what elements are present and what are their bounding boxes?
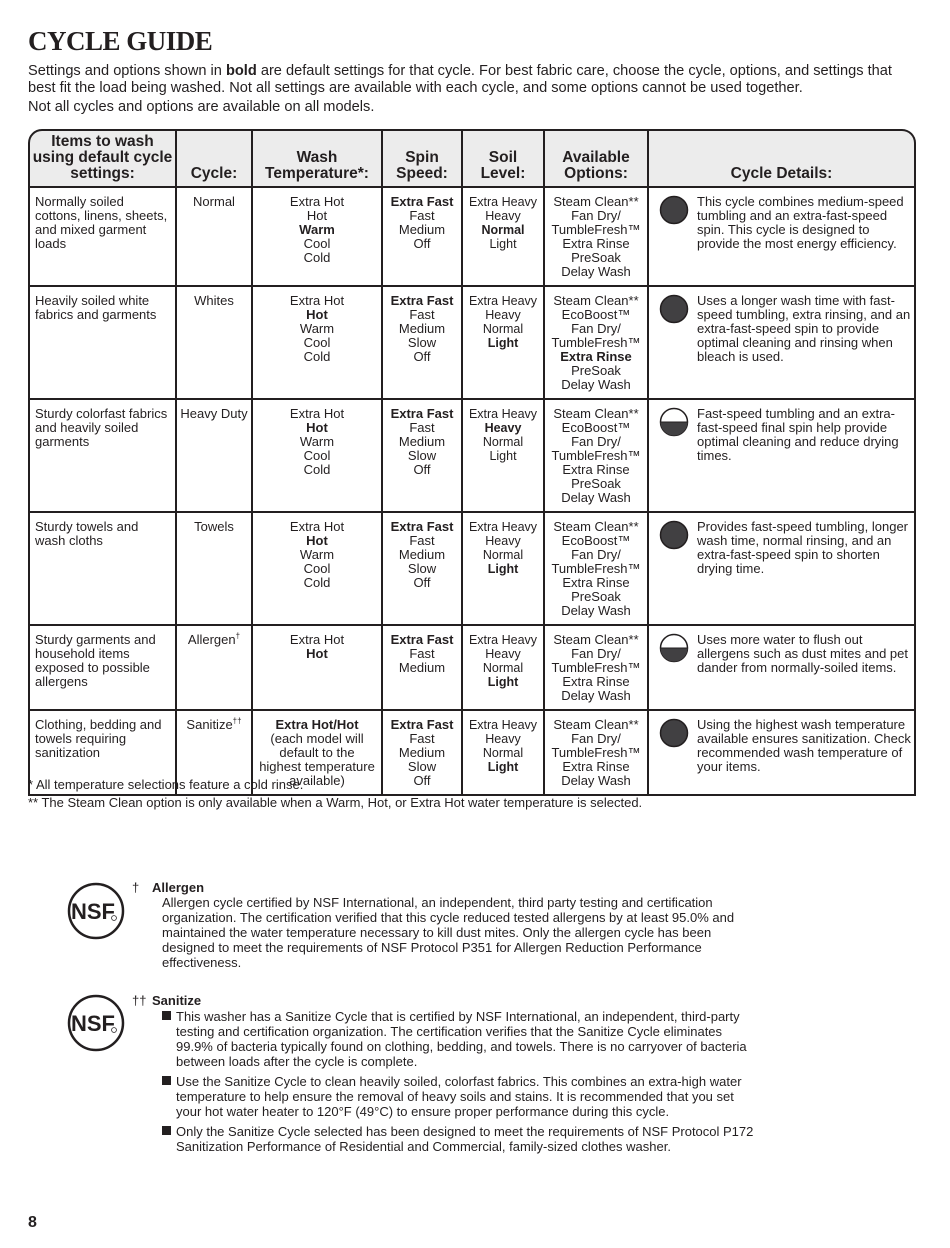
cell-line: Cool: [303, 335, 331, 350]
allergen-note-text: Allergen cycle certified by NSF International, an independent, third party testing and certification organization. The certification verified that this cycle reduced tested allergens by at least 95.0% and maintained the water temperature necessary to kill dust mites. Only the allergen cycle has been designed to meet the requirements of NSF Protocol P351 for Allergen Reduction Performance effectiveness.: [162, 895, 735, 970]
svg-text:NSF: NSF: [71, 899, 115, 924]
cell-line: TumbleFresh™: [551, 335, 641, 350]
cell-line: Heavy: [485, 647, 521, 661]
table-header-row: [28, 129, 916, 188]
cell-line: Extra Heavy: [468, 294, 538, 308]
header-items: Items to wash using default cycle settings:: [28, 129, 177, 188]
intro-paragraph-1: Settings and options shown in bold are default settings for that cycle. For best fabric care, choose the cycle, options, and settings that best fit the load being washed. Not all settings are available with each cycle, and some options cannot be used together.: [28, 63, 892, 96]
cell-lines: [466, 520, 540, 576]
header-cycle-details: Cycle Details:: [649, 129, 916, 188]
cell-lines: [548, 294, 644, 392]
cell-line: Steam Clean**: [553, 293, 639, 308]
cell-available-options: [545, 513, 649, 626]
cell-line: Hot: [306, 646, 328, 661]
cell-cycle: [177, 626, 253, 711]
table-row: [28, 188, 916, 287]
cell-line: Steam Clean**: [553, 519, 639, 534]
cell-line: Delay Wash: [561, 688, 631, 703]
cell-line: Extra Hot: [289, 293, 345, 308]
cell-items: Sturdy towels and wash cloths: [28, 513, 177, 626]
cell-line: Light: [487, 760, 519, 774]
cell-line: Heavy: [484, 421, 522, 435]
cycle-name: Sanitize: [186, 717, 233, 732]
nsf-logo-sanitize: [67, 994, 125, 1052]
details-wrap: [659, 294, 911, 364]
table-row: [28, 287, 916, 400]
cell-available-options: [545, 287, 649, 400]
cell-line: Extra Hot: [289, 632, 345, 647]
cell-line: Delay Wash: [561, 490, 631, 505]
cell-line: Warm: [299, 434, 335, 449]
cell-cycle-details: [649, 188, 916, 287]
cell-line: PreSoak: [571, 250, 621, 265]
cell-line: PreSoak: [571, 363, 621, 378]
cell-line: Extra Rinse: [562, 759, 630, 774]
cell-line: Steam Clean**: [553, 717, 639, 732]
cell-line: Fast: [409, 731, 435, 746]
cell-line: Off: [413, 349, 431, 364]
nsf-logo-allergen: [67, 882, 125, 940]
cell-line: Heavy: [485, 732, 521, 746]
cell-line: Fast: [409, 420, 435, 435]
cell-cycle: [177, 287, 253, 400]
cell-line: Cool: [303, 448, 331, 463]
details-text: Fast-speed tumbling and an extra-fast-speed final spin help provide optimal cleaning and reduce drying times.: [697, 406, 899, 463]
cell-line: Normal: [481, 223, 525, 237]
cell-line: Steam Clean**: [553, 632, 639, 647]
cell-items: Normally soiled cottons, linens, sheets, and mixed garment loads: [28, 188, 177, 287]
cell-line: EcoBoost™: [561, 533, 631, 548]
details-text: This cycle combines medium-speed tumbling and an extra-fast-speed spin. This cycle is designed to provide the most energy efficiency.: [697, 194, 904, 251]
cell-line: Normal: [482, 661, 524, 675]
page-number: 8: [28, 1214, 37, 1231]
cell-spin-speed: [383, 188, 463, 287]
cell-line: Warm: [299, 222, 335, 237]
cell-line: Delay Wash: [561, 377, 631, 392]
cell-lines: [256, 294, 378, 364]
cell-wash-temperature: [253, 287, 383, 400]
cell-line: Extra Rinse: [562, 674, 630, 689]
cycle-name: Allergen: [187, 632, 236, 647]
cell-line: Light: [487, 562, 519, 576]
cell-line: available): [289, 773, 345, 788]
table-row: [28, 513, 916, 626]
cell-spin-speed: [383, 400, 463, 513]
cell-line: EcoBoost™: [561, 420, 631, 435]
cell-line: Fast: [409, 533, 435, 548]
footnote-steam-clean: ** The Steam Clean option is only available when a Warm, Hot, or Extra Hot water temperature is selected.: [28, 795, 643, 810]
header-wash-temperature: Wash Temperature*:: [253, 129, 383, 188]
cell-line: PreSoak: [571, 476, 621, 491]
table-body: [28, 188, 916, 796]
cell-cycle-details: [649, 711, 916, 796]
cell-line: Fan Dry/: [571, 731, 621, 746]
cell-line: Light: [489, 449, 517, 463]
cell-wash-temperature: [253, 400, 383, 513]
cell-line: Cool: [303, 561, 331, 576]
cell-line: Steam Clean**: [553, 194, 639, 209]
details-wrap: [659, 195, 911, 251]
cell-line: Extra Fast: [390, 632, 454, 647]
details-wrap: [659, 633, 911, 675]
cell-line: Extra Hot: [289, 519, 345, 534]
cell-lines: [256, 407, 378, 477]
cell-line: Medium: [398, 547, 446, 562]
cell-line: Steam Clean**: [553, 406, 639, 421]
page-title: CYCLE GUIDE: [28, 26, 213, 56]
cell-line: Warm: [299, 321, 335, 336]
cell-line: Cold: [303, 250, 331, 265]
full-circle-icon: [659, 520, 689, 550]
full-circle-icon: [659, 718, 689, 748]
cell-line: Cool: [303, 236, 331, 251]
cell-line: Heavy: [485, 308, 521, 322]
cell-line: Fan Dry/: [571, 547, 621, 562]
cell-line: default to the: [279, 745, 355, 760]
cell-line: TumbleFresh™: [551, 448, 641, 463]
details-wrap: [659, 520, 911, 576]
cell-line: TumbleFresh™: [551, 222, 641, 237]
cell-line: Cold: [303, 575, 331, 590]
cell-line: Extra Fast: [390, 717, 454, 732]
cell-spin-speed: [383, 287, 463, 400]
cell-line: Slow: [407, 561, 437, 576]
cell-line: Extra Fast: [390, 519, 454, 534]
cell-wash-temperature: [253, 626, 383, 711]
cell-line: Extra Hot: [289, 406, 345, 421]
details-wrap: [659, 718, 911, 774]
cell-cycle: [177, 400, 253, 513]
cell-lines: [256, 520, 378, 590]
cell-line: Hot: [306, 420, 328, 435]
cell-line: Cold: [303, 462, 331, 477]
cell-items: Sturdy garments and household items exposed to possible allergens: [28, 626, 177, 711]
cell-line: Normal: [482, 548, 524, 562]
cell-soil-level: [463, 287, 545, 400]
cell-line: Slow: [407, 448, 437, 463]
cycle-name: Heavy Duty: [180, 406, 248, 421]
cell-lines: [548, 718, 644, 788]
cell-line: Extra Heavy: [468, 195, 538, 209]
cell-lines: [386, 520, 458, 590]
details-text: Provides fast-speed tumbling, longer wash time, normal rinsing, and an extra-fast-speed spin to shorten drying time.: [697, 519, 909, 576]
half-circle-icon: [659, 407, 689, 437]
cell-line: Extra Fast: [390, 293, 454, 308]
cell-wash-temperature: [253, 188, 383, 287]
cell-line: Fast: [409, 646, 435, 661]
cell-available-options: [545, 626, 649, 711]
cell-line: Fan Dry/: [571, 321, 621, 336]
cell-cycle-details: [649, 626, 916, 711]
cycle-name: Towels: [194, 519, 234, 534]
cell-line: Off: [413, 575, 431, 590]
cell-line: TumbleFresh™: [551, 660, 641, 675]
cell-line: Fan Dry/: [571, 208, 621, 223]
cell-line: Cold: [303, 349, 331, 364]
cell-line: Slow: [407, 335, 437, 350]
cell-lines: [548, 407, 644, 505]
sanitize-bullet: This washer has a Sanitize Cycle that is certified by NSF International, an independent, third-party testing and certification organization. The certification verifies that the Sanitize Cycle eliminates 99.9% of bacteria typically found on clothing, bedding, and towels. There is no carryover of bacteria between loads after the cycle is complete.: [162, 1009, 757, 1069]
cell-cycle-details: [649, 400, 916, 513]
cell-line: Medium: [398, 660, 446, 675]
cell-line: Light: [487, 336, 519, 350]
cell-soil-level: [463, 711, 545, 796]
footnote-cold-rinse: * All temperature selections feature a cold rinse.: [28, 777, 304, 792]
header-soil-level: Soil Level:: [463, 129, 545, 188]
cell-line: Delay Wash: [561, 264, 631, 279]
details-text: Uses more water to flush out allergens such as dust mites and pet dander from normally-soiled items.: [697, 632, 909, 675]
cell-lines: [548, 633, 644, 703]
cell-cycle: [177, 513, 253, 626]
cell-available-options: [545, 711, 649, 796]
cell-lines: [386, 195, 458, 251]
full-circle-icon: [659, 195, 689, 225]
header-spin-speed: Spin Speed:: [383, 129, 463, 188]
cell-spin-speed: [383, 626, 463, 711]
cell-lines: [466, 195, 540, 251]
cell-available-options: [545, 400, 649, 513]
cell-cycle-details: [649, 513, 916, 626]
cell-cycle: [177, 188, 253, 287]
cell-line: Normal: [482, 435, 524, 449]
cell-lines: [386, 407, 458, 477]
cell-line: (each model will: [270, 731, 364, 746]
cell-soil-level: [463, 400, 545, 513]
cell-line: Light: [489, 237, 517, 251]
cell-line: Medium: [398, 222, 446, 237]
cell-line: Fan Dry/: [571, 646, 621, 661]
cell-line: Extra Heavy: [468, 718, 538, 732]
cycle-guide-table: [28, 129, 916, 796]
cell-lines: [386, 718, 458, 788]
cell-wash-temperature: [253, 513, 383, 626]
cell-line: Hot: [306, 533, 328, 548]
header-cycle: Cycle:: [177, 129, 253, 188]
cell-line: Fast: [409, 307, 435, 322]
cell-line: Normal: [482, 746, 524, 760]
cell-line: Hot: [306, 208, 328, 223]
details-text: Uses a longer wash time with fast-speed tumbling, extra rinsing, and an extra-fast-speed spin to provide optimal cleaning and rinsing when bleach is used.: [697, 293, 911, 364]
cell-line: Extra Rinse: [560, 349, 632, 364]
cell-line: Heavy: [485, 209, 521, 223]
cell-line: Fast: [409, 208, 435, 223]
cell-line: Normal: [482, 322, 524, 336]
cell-line: Extra Rinse: [562, 236, 630, 251]
sanitize-bullet: Only the Sanitize Cycle selected has been designed to meet the requirements of NSF Protocol P172 Sanitization Performance of Residential and Commercial, family-sized clothes washer.: [162, 1124, 757, 1154]
full-circle-icon: [659, 294, 689, 324]
half-circle-icon: [659, 633, 689, 663]
cell-line: Off: [413, 773, 431, 788]
cell-items: Heavily soiled white fabrics and garments: [28, 287, 177, 400]
cell-line: Light: [487, 675, 519, 689]
intro-text: [28, 63, 908, 118]
cell-spin-speed: [383, 513, 463, 626]
cell-lines: [466, 407, 540, 463]
cell-line: Extra Heavy: [468, 520, 538, 534]
sanitize-bullet: Use the Sanitize Cycle to clean heavily soiled, colorfast fabrics. This combines an extra-high water temperature to help ensure the removal of heavy soils and stains. It is recommended that you set your hot water heater to 120°F (49°C) to ensure proper performance during this cycle.: [162, 1074, 757, 1119]
header-available-options: Available Options:: [545, 129, 649, 188]
cell-line: Medium: [398, 745, 446, 760]
cell-line: PreSoak: [571, 589, 621, 604]
cell-line: Delay Wash: [561, 603, 631, 618]
cell-soil-level: [463, 513, 545, 626]
cell-line: Medium: [398, 434, 446, 449]
cell-line: Off: [413, 462, 431, 477]
allergen-note: † Allergen Allergen cycle certified by NSF International, an independent, third party testing and certification organization. The certification verified that this cycle reduced tested allergens by at least 95.0% and maintained the water temperature necessary to kill dust mites. Only the allergen cycle has been designed to meet the requirements of NSF Protocol P351 for Allergen Reduction Performance effectiveness.: [132, 880, 752, 970]
cell-soil-level: [463, 188, 545, 287]
cell-line: Hot: [306, 307, 328, 322]
cell-line: TumbleFresh™: [551, 561, 641, 576]
cell-line: Heavy: [485, 534, 521, 548]
cell-lines: [466, 294, 540, 350]
cell-lines: [386, 294, 458, 364]
cell-lines: [548, 195, 644, 279]
cell-line: Extra Rinse: [562, 462, 630, 477]
cell-line: Slow: [407, 759, 437, 774]
cell-available-options: [545, 188, 649, 287]
cycle-name: Normal: [193, 194, 235, 209]
cell-line: Fan Dry/: [571, 434, 621, 449]
table-row: [28, 400, 916, 513]
cell-spin-speed: [383, 711, 463, 796]
cell-lines: [466, 633, 540, 689]
cell-items: Clothing, bedding and towels requiring sanitization: [28, 711, 177, 796]
cell-line: Off: [413, 236, 431, 251]
cell-items: Sturdy colorfast fabrics and heavily soiled garments: [28, 400, 177, 513]
cell-line: Extra Hot: [289, 194, 345, 209]
cell-line: TumbleFresh™: [551, 745, 641, 760]
cell-line: Extra Hot/Hot: [275, 717, 359, 732]
cell-line: Medium: [398, 321, 446, 336]
table-row: [28, 626, 916, 711]
cell-line: EcoBoost™: [561, 307, 631, 322]
sanitize-bullet-list: [132, 1009, 757, 1154]
cell-line: Extra Heavy: [468, 407, 538, 421]
cell-line: Extra Fast: [390, 194, 454, 209]
cell-soil-level: [463, 626, 545, 711]
cycle-mark: ††: [232, 716, 242, 726]
details-text: Using the highest wash temperature available ensures sanitization. Check recommended wash temperature of your items.: [697, 717, 911, 774]
details-wrap: [659, 407, 911, 463]
cell-lines: [548, 520, 644, 618]
cycle-mark: †: [235, 631, 241, 641]
intro-paragraph-2: Not all cycles and options are available on all models.: [28, 99, 375, 115]
cell-lines: [256, 195, 378, 265]
cell-cycle-details: [649, 287, 916, 400]
cell-line: Delay Wash: [561, 773, 631, 788]
svg-text:NSF: NSF: [71, 1011, 115, 1036]
cycle-name: Whites: [194, 293, 234, 308]
cell-lines: [256, 633, 378, 661]
cell-lines: [466, 718, 540, 774]
cell-lines: [386, 633, 458, 675]
cell-line: Extra Rinse: [562, 575, 630, 590]
sanitize-note: †† Sanitize This washer has a Sanitize Cycle that is certified by NSF International, an independent, third-party testing and certification organization. The certification verifies that the Sanitize Cycle eliminates 99.9% of bacteria typically found on clothing, bedding, and towels. There is no carryover of bacteria between loads after the cycle is complete. Use the Sanitize Cycle to clean heavily soiled, colorfast fabrics. This combines an extra-high water temperature to help ensure the removal of heavy soils and stains. It is recommended that you set your hot water heater to 120°F (49°C) to ensure proper performance during this cycle. Only the Sanitize Cycle selected has been designed to meet the requirements of NSF Protocol P172 Sanitization Performance of Residential and Commercial, family-sized clothes washer.: [132, 993, 757, 1159]
cell-line: Extra Fast: [390, 406, 454, 421]
cell-line: highest temperature: [259, 759, 375, 774]
cell-line: Warm: [299, 547, 335, 562]
cell-line: Extra Heavy: [468, 633, 538, 647]
